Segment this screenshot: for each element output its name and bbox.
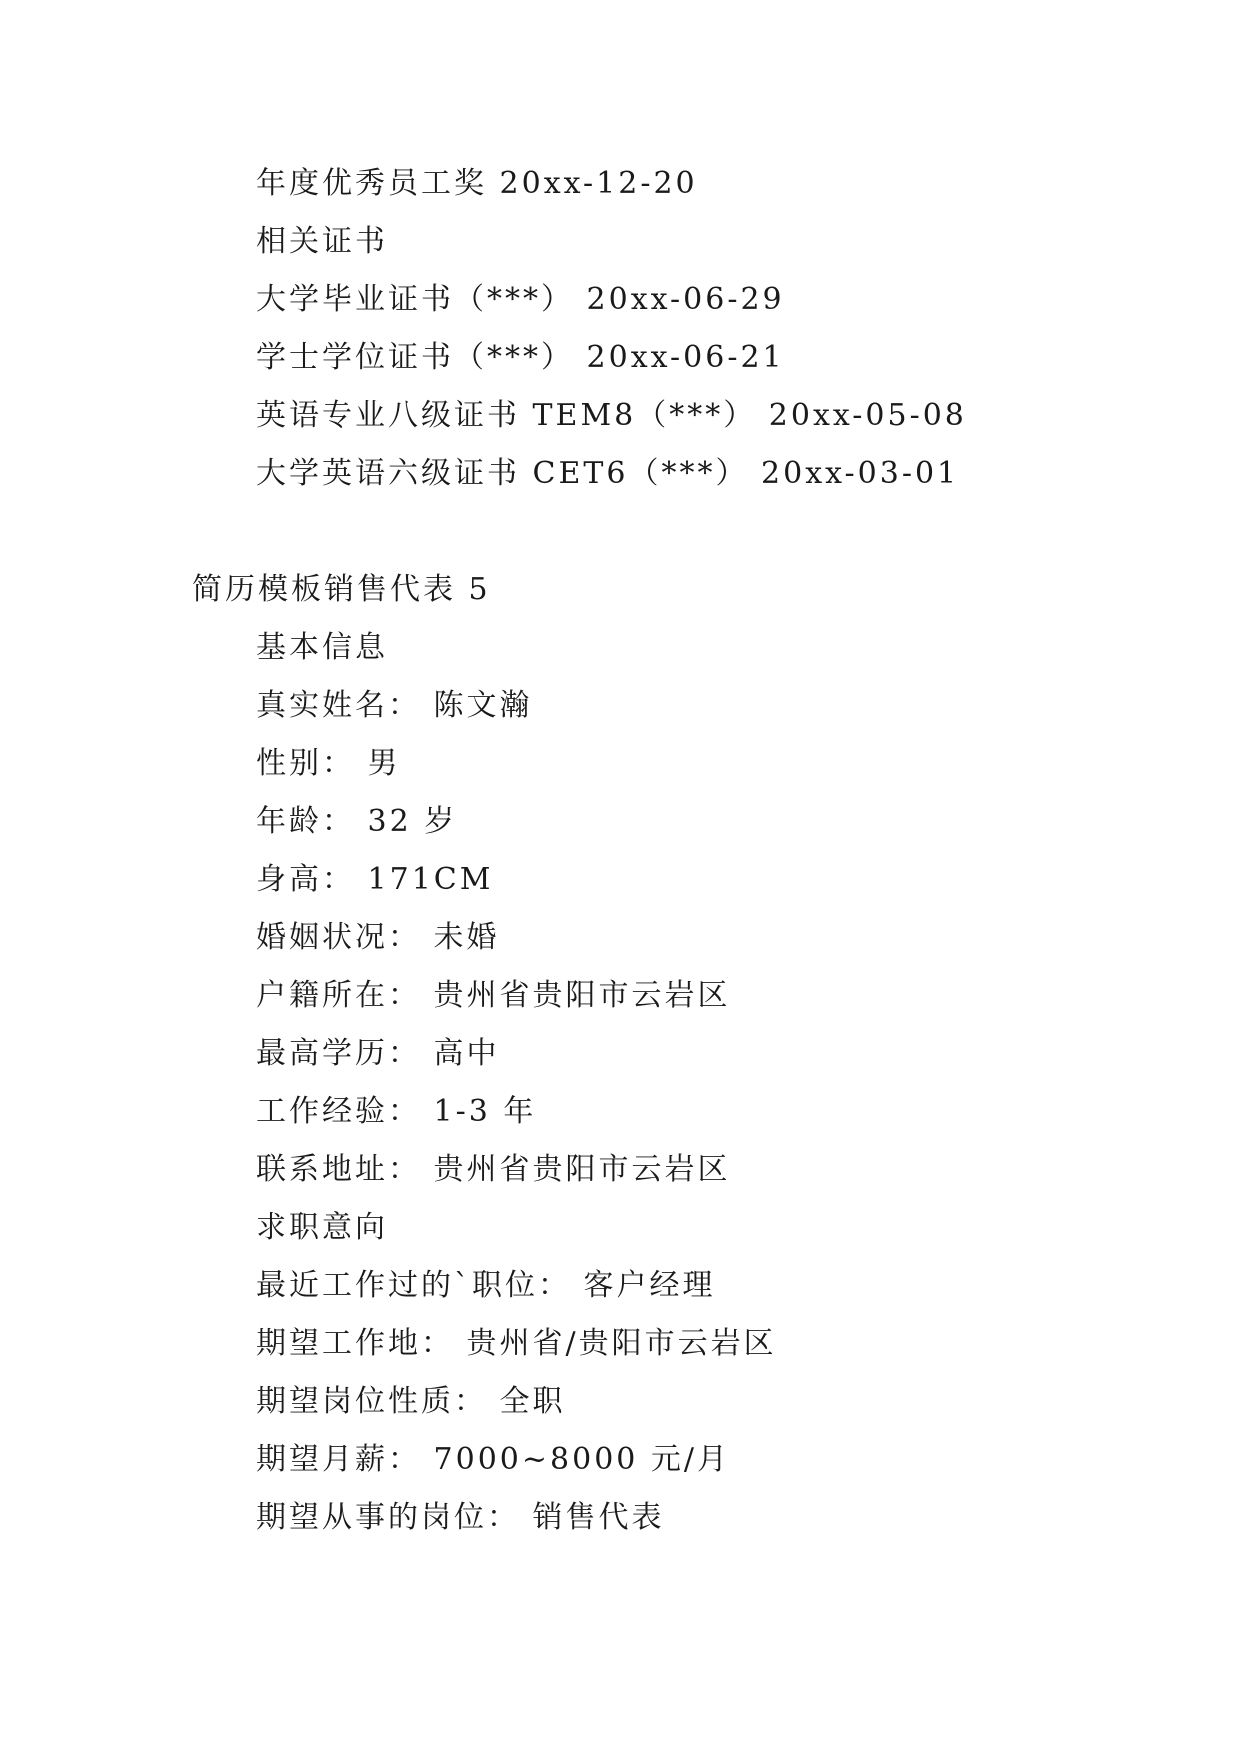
resume-title: 简历模板销售代表 5	[192, 572, 491, 607]
field-desired-location: 期望工作地： 贵州省/贵阳市云岩区	[256, 1326, 777, 1361]
field-contact-address: 联系地址： 贵州省贵阳市云岩区	[256, 1152, 731, 1187]
basic-info-heading: 基本信息	[256, 630, 388, 665]
certificate-item: 学士学位证书（***） 20xx-06-21	[256, 340, 785, 375]
field-job-type: 期望岗位性质： 全职	[256, 1384, 566, 1419]
award-line: 年度优秀员工奖 20xx-12-20	[256, 166, 698, 201]
field-real-name: 真实姓名： 陈文瀚	[256, 688, 533, 723]
field-gender: 性别： 男	[256, 746, 401, 781]
certificate-item: 英语专业八级证书 TEM8（***） 20xx-05-08	[256, 398, 967, 433]
field-work-experience: 工作经验： 1-3 年	[256, 1094, 537, 1129]
field-age: 年龄： 32 岁	[256, 804, 458, 839]
field-desired-position: 期望从事的岗位： 销售代表	[256, 1500, 665, 1535]
certificate-item: 大学毕业证书（***） 20xx-06-29	[256, 282, 785, 317]
field-education: 最高学历： 高中	[256, 1036, 500, 1071]
field-recent-position: 最近工作过的`职位： 客户经理	[256, 1268, 716, 1303]
certificates-heading: 相关证书	[256, 224, 388, 259]
field-marital-status: 婚姻状况： 未婚	[256, 920, 500, 955]
field-height: 身高： 171CM	[256, 862, 494, 897]
field-expected-salary: 期望月薪： 7000~8000 元/月	[256, 1442, 731, 1477]
field-household-registration: 户籍所在： 贵州省贵阳市云岩区	[256, 978, 731, 1013]
certificate-item: 大学英语六级证书 CET6（***） 20xx-03-01	[256, 456, 960, 491]
job-intent-heading: 求职意向	[256, 1210, 388, 1245]
